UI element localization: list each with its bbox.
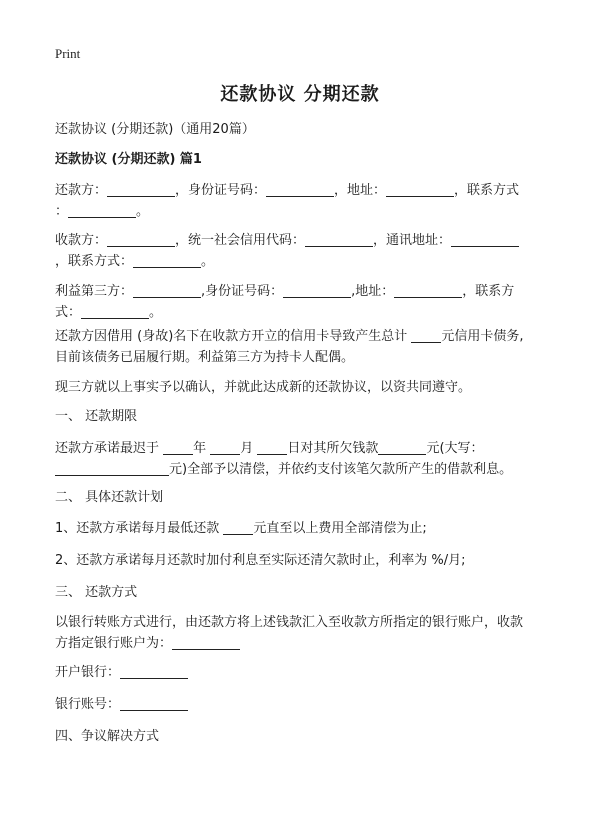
receiver-contact-blank — [133, 253, 201, 268]
bank-name-blank — [120, 664, 188, 679]
third-party-info: 利益第三方： ,身份证号码： ,地址： ，联系方 式： 。 — [55, 284, 515, 320]
section2-heading: 二、 具体还款计划 — [55, 490, 164, 505]
deadline-year-blank — [163, 440, 193, 455]
section1-heading: 一、 还款期限 — [55, 409, 138, 424]
section1-body: 还款方承诺最迟于 年 月 日对其所欠钱款 元(大写： 元)全部予以清偿，并依约支付该笔欠款所产生的借款利息。 — [55, 441, 513, 477]
deadline-month-blank — [210, 440, 240, 455]
section3-heading: 三、 还款方式 — [55, 585, 138, 600]
document-subtitle: 还款协议 (分期还款)（通用20篇） — [55, 122, 255, 137]
repayer-name-blank — [107, 182, 175, 197]
repayer-id-blank — [266, 182, 334, 197]
owed-amount-blank — [378, 440, 426, 455]
section2-item2: 2、还款方承诺每月还款时加付利息至实际还清欠款时止，利率为 %/月; — [55, 553, 466, 568]
debt-amount-blank — [411, 328, 441, 343]
receiver-name-blank — [107, 232, 175, 247]
third-party-id-blank — [283, 283, 351, 298]
print-link[interactable]: Print — [55, 46, 81, 61]
receiver-info: 收款方： ，统一社会信用代码： ，通讯地址： ，联系方式： 。 — [55, 230, 545, 272]
bank-name-line: 开户银行： — [55, 662, 545, 683]
third-party-name-blank — [133, 283, 201, 298]
agreement-paragraph: 现三方就以上事实予以确认，并就此达成新的还款协议，以资共同遵守。 — [55, 380, 472, 395]
section2-item1: 1、还款方承诺每月最低还款 元直至以上费用全部清偿为止; — [55, 521, 427, 536]
repayer-address-blank — [386, 182, 454, 197]
third-party-contact-blank — [81, 304, 149, 319]
receiver-credit-blank — [305, 232, 373, 247]
repayer-contact-blank — [68, 203, 136, 218]
article-heading: 还款协议 (分期还款) 篇1 — [55, 152, 202, 167]
document-title: 还款协议 分期还款 — [220, 84, 380, 105]
third-party-address-blank — [394, 283, 462, 298]
section4-heading: 四、争议解决方式 — [55, 729, 160, 744]
section3-body: 以银行转账方式进行，由还款方将上述钱款汇入至收款方所指定的银行账户，收款 方指定银行账户为： — [55, 615, 524, 651]
monthly-min-blank — [223, 520, 253, 535]
debt-paragraph: 还款方因借用 (身故)名下在收款方开立的信用卡导致产生总计 元信用卡债务, 目前该债务已届履行期。利益第三方为持卡人配偶。 — [55, 329, 524, 365]
account-number-line: 银行账号： — [55, 694, 545, 715]
receiver-address-blank — [451, 232, 519, 247]
repayer-info: 还款方： ，身份证号码： ，地址： ，联系方式 ： 。 — [55, 183, 520, 219]
owed-amount-uppercase-blank — [55, 461, 169, 476]
account-number-blank — [120, 696, 188, 711]
designated-account-blank — [172, 635, 240, 650]
deadline-day-blank — [257, 440, 287, 455]
